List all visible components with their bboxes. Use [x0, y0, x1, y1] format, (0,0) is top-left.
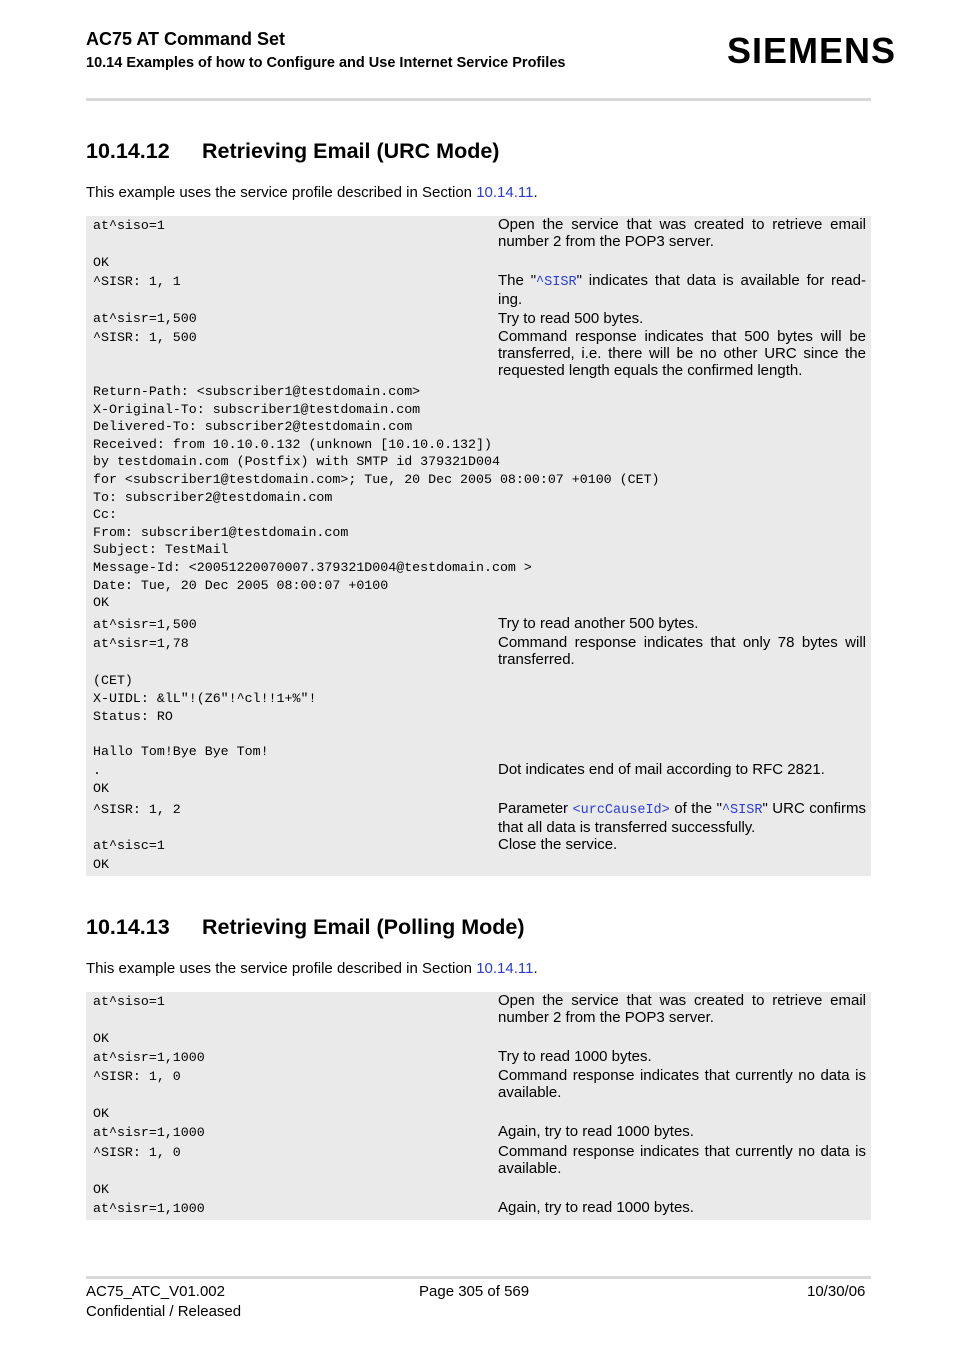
command-text: at^sisr=1,500 [93, 617, 197, 632]
description-text: Dot indicates end of mail according to RFC 2821. [498, 761, 825, 778]
desc-part: Parameter [498, 800, 573, 817]
sisr-link[interactable]: ^SISR [536, 275, 577, 290]
header-divider [86, 98, 871, 101]
urccauseid-link[interactable]: <urcCauseId> [572, 803, 670, 818]
command-text: at^sisr=1,1000 [93, 1050, 205, 1065]
section-number: 10.14.12 [86, 139, 170, 163]
document-title: AC75 AT Command Set [86, 29, 286, 49]
section-intro [86, 960, 538, 977]
description-text [498, 272, 866, 308]
description-text: Open the service that was created to retrieve email number 2 from the POP3 server. [498, 216, 866, 250]
description-text: Close the service. [498, 836, 618, 853]
section-title: Retrieving Email (URC Mode) [202, 139, 500, 163]
sisr-link[interactable]: ^SISR [721, 803, 763, 818]
section-heading-polling [86, 915, 525, 940]
command-text: at^siso=1 [93, 994, 165, 1009]
command-text: at^sisr=1,500 [93, 311, 197, 326]
example-table-polling [86, 992, 871, 1220]
footer-page-number: Page 305 of 569 [419, 1283, 530, 1300]
description-text: Command response indicates that 500 bytes will be transferred, i.e. there will be no other URC since the requested length equals the confirmed length. [498, 328, 866, 379]
intro-period: . [533, 960, 538, 977]
command-text: OK [93, 1182, 109, 1197]
command-text: at^sisr=1,78 [93, 636, 189, 651]
command-text: at^siso=1 [93, 218, 165, 233]
description-text: Open the service that was created to retrieve email number 2 from the POP3 server. [498, 992, 866, 1026]
command-text: OK [93, 857, 109, 872]
footer-date: 10/30/06 [807, 1283, 866, 1300]
description-text: Command response indicates that currently no data is available. [498, 1067, 866, 1101]
command-text: at^sisr=1,1000 [93, 1201, 205, 1216]
desc-part: " URC confirms that all data is transferred successfully. [498, 800, 866, 836]
command-text: OK [93, 255, 109, 270]
description-text: Command response indicates that currently no data is available. [498, 1143, 866, 1177]
description-text: Try to read another 500 bytes. [498, 615, 699, 632]
siemens-logo: SIEMENS [727, 30, 897, 71]
description-text: Again, try to read 1000 bytes. [498, 1199, 694, 1216]
command-text: at^sisc=1 [93, 838, 165, 853]
command-text: . [93, 763, 101, 778]
footer-doc-id: AC75_ATC_V01.002 [86, 1283, 225, 1300]
command-text: at^sisr=1,1000 [93, 1125, 205, 1140]
email-content: (CET) X-UIDL: &lL"!(Z6"!^cl!!1+%"! Status: RO Hallo Tom!Bye Bye Tom! [93, 673, 317, 760]
description-text [498, 800, 866, 836]
command-text: ^SISR: 1, 1 [93, 274, 181, 289]
desc-part: The " [498, 272, 537, 289]
email-content: Return-Path: <subscriber1@testdomain.com> X-Original-To: subscriber1@testdomain.com Delivered-To: subscriber2@testdomain.com Received: from 10.10.0.132 (unknown [10.10.0.132]) by testdomain.com (Postfix) with SMTP id 379321D004 for <subscriber1@testdomain.com>; Tue, 20 Dec 2005 08:00:07 +0100 (CET) To: subscriber2@testdomain.com Cc: From: subscriber1@testdomain.com Subject: TestMail Message-Id: <20051220070007.379321D004@testdomain.com > Date: Tue, 20 Dec 2005 08:00:07 +0100 OK [93, 384, 660, 611]
description-text: Try to read 500 bytes. [498, 310, 644, 327]
example-table-urc [86, 216, 871, 876]
chapter-subtitle: 10.14 Examples of how to Configure and Use Internet Service Profiles [86, 55, 566, 71]
intro-text: This example uses the service profile described in Section [86, 184, 477, 201]
section-intro [86, 184, 538, 201]
desc-part: of the " [669, 800, 722, 817]
command-text: OK [93, 1106, 109, 1121]
command-text: OK [93, 781, 109, 796]
section-link[interactable]: 10.14.11 [476, 184, 534, 201]
description-text: Command response indicates that only 78 bytes will transferred. [498, 634, 866, 668]
section-heading-urc [86, 139, 499, 164]
footer-status: Confidential / Released [86, 1303, 242, 1320]
command-text: ^SISR: 1, 0 [93, 1069, 181, 1084]
command-text: ^SISR: 1, 2 [93, 802, 181, 817]
footer-divider [86, 1276, 871, 1279]
desc-part: " indicates that data is available for read-ing. [498, 272, 866, 308]
description-text: Try to read 1000 bytes. [498, 1048, 652, 1065]
intro-period: . [533, 184, 538, 201]
section-link[interactable]: 10.14.11 [476, 960, 534, 977]
command-text: ^SISR: 1, 0 [93, 1145, 181, 1160]
description-text: Again, try to read 1000 bytes. [498, 1123, 694, 1140]
intro-text: This example uses the service profile described in Section [86, 960, 477, 977]
section-title: Retrieving Email (Polling Mode) [202, 915, 525, 939]
command-text: ^SISR: 1, 500 [93, 330, 197, 345]
command-text: OK [93, 1031, 109, 1046]
section-number: 10.14.13 [86, 915, 170, 939]
